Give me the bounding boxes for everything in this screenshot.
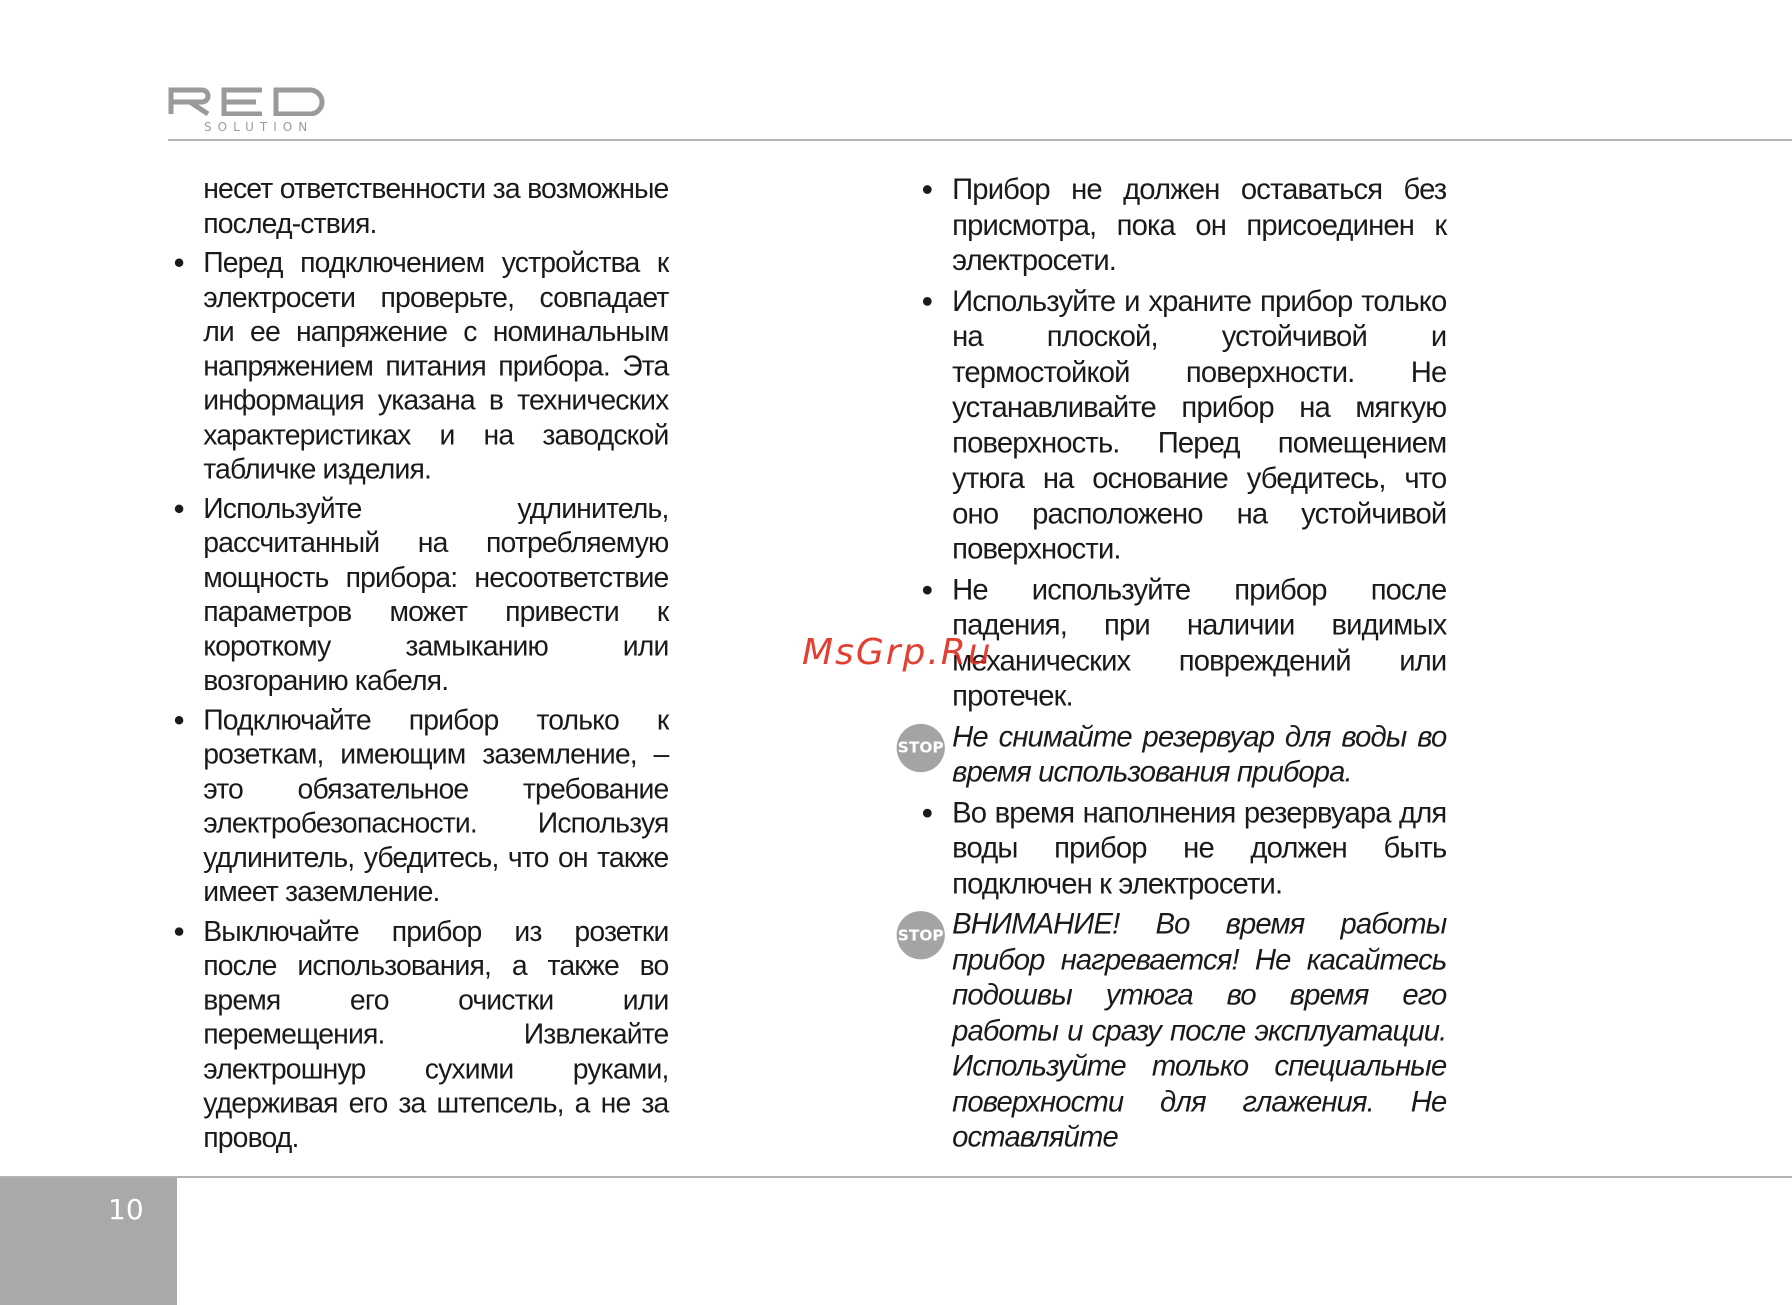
paragraph-text: Подключайте прибор только к розеткам, имеющим заземление, – это обязательное требование электробезопасности. Используя удлинитель, убедитесь, что он также имеет заземление. (203, 704, 669, 908)
bullet-icon (175, 927, 184, 936)
bullet-item (172, 914, 668, 1155)
bullet-icon (175, 716, 184, 725)
brand-logo (168, 86, 328, 136)
left-column (172, 172, 668, 1160)
paragraph-text: Используйте и храните прибор только на плоской, устойчивой и термостойкой поверхности. Не устанавливайте прибор на мягкую поверхность. Перед помещением утюга на основание убедитесь, что оно расположено на устойчивой поверхности. (952, 284, 1447, 566)
paragraph-text: несет ответственности за возможные послед-ствия. (203, 173, 669, 240)
bullet-item (172, 492, 668, 698)
bullet-icon (923, 185, 932, 194)
bullet-icon (175, 259, 184, 268)
bullet-item (920, 795, 1446, 901)
warning-item (897, 907, 1447, 1155)
bullet-icon (175, 504, 184, 513)
bullet-icon (923, 297, 932, 306)
paragraph-text: Прибор не должен оставаться без присмотра, пока он присоединен к электросети. (952, 173, 1447, 277)
paragraph-text: Не используйте прибор после падения, при наличии видимых механических повреждений или протечек. (952, 573, 1447, 713)
stop-icon: STOP (897, 724, 945, 772)
paragraph-text: Не снимайте резервуар для воды во время использования прибора. (952, 720, 1447, 789)
paragraph-text: Используйте удлинитель, рассчитанный на потребляемую мощность прибора: несоответствие параметров может привести к короткому замыканию или возгоранию кабеля. (203, 492, 669, 697)
bullet-item (920, 283, 1446, 567)
paragraph-text: ВНИМАНИЕ! Во время работы прибор нагревается! Не касайтесь подошвы утюга во время его работы и сразу после эксплуатации. Используйте только специальные поверхности для глажения. Не оставляйте (952, 908, 1447, 1154)
page-number-box (0, 1178, 177, 1305)
bullet-item (920, 172, 1446, 278)
paragraph-text: Выключайте прибор из розетки после использования, а также во время его очистки или перемещения. Извлекайте электрошнур сухими руками, удерживая его за штепсель, а не за провод. (203, 915, 669, 1154)
page-number: 10 (108, 1193, 144, 1226)
warning-item (897, 719, 1447, 790)
logo-subtitle: SOLUTION (204, 120, 314, 134)
stop-icon: STOP (897, 911, 945, 959)
continued-text (172, 172, 668, 241)
bullet-item (172, 703, 668, 909)
header-divider (168, 139, 1792, 141)
watermark: MsGrp.Ru (802, 632, 993, 673)
footer-divider (0, 1176, 1792, 1178)
bullet-icon (923, 808, 932, 817)
paragraph-text: Во время наполнения резервуара для воды прибор не должен быть подключен к электросети. (952, 796, 1447, 900)
paragraph-text: Перед подключением устройства к электросети проверьте, совпадает ли ее напряжение с номинальным напряжением питания прибора. Эта информация указана в технических характеристиках и на заводской табличке изделия. (203, 247, 669, 485)
bullet-item (920, 572, 1446, 714)
bullet-item (172, 246, 668, 487)
logo-wordmark-icon (168, 86, 328, 116)
bullet-icon (923, 585, 932, 594)
